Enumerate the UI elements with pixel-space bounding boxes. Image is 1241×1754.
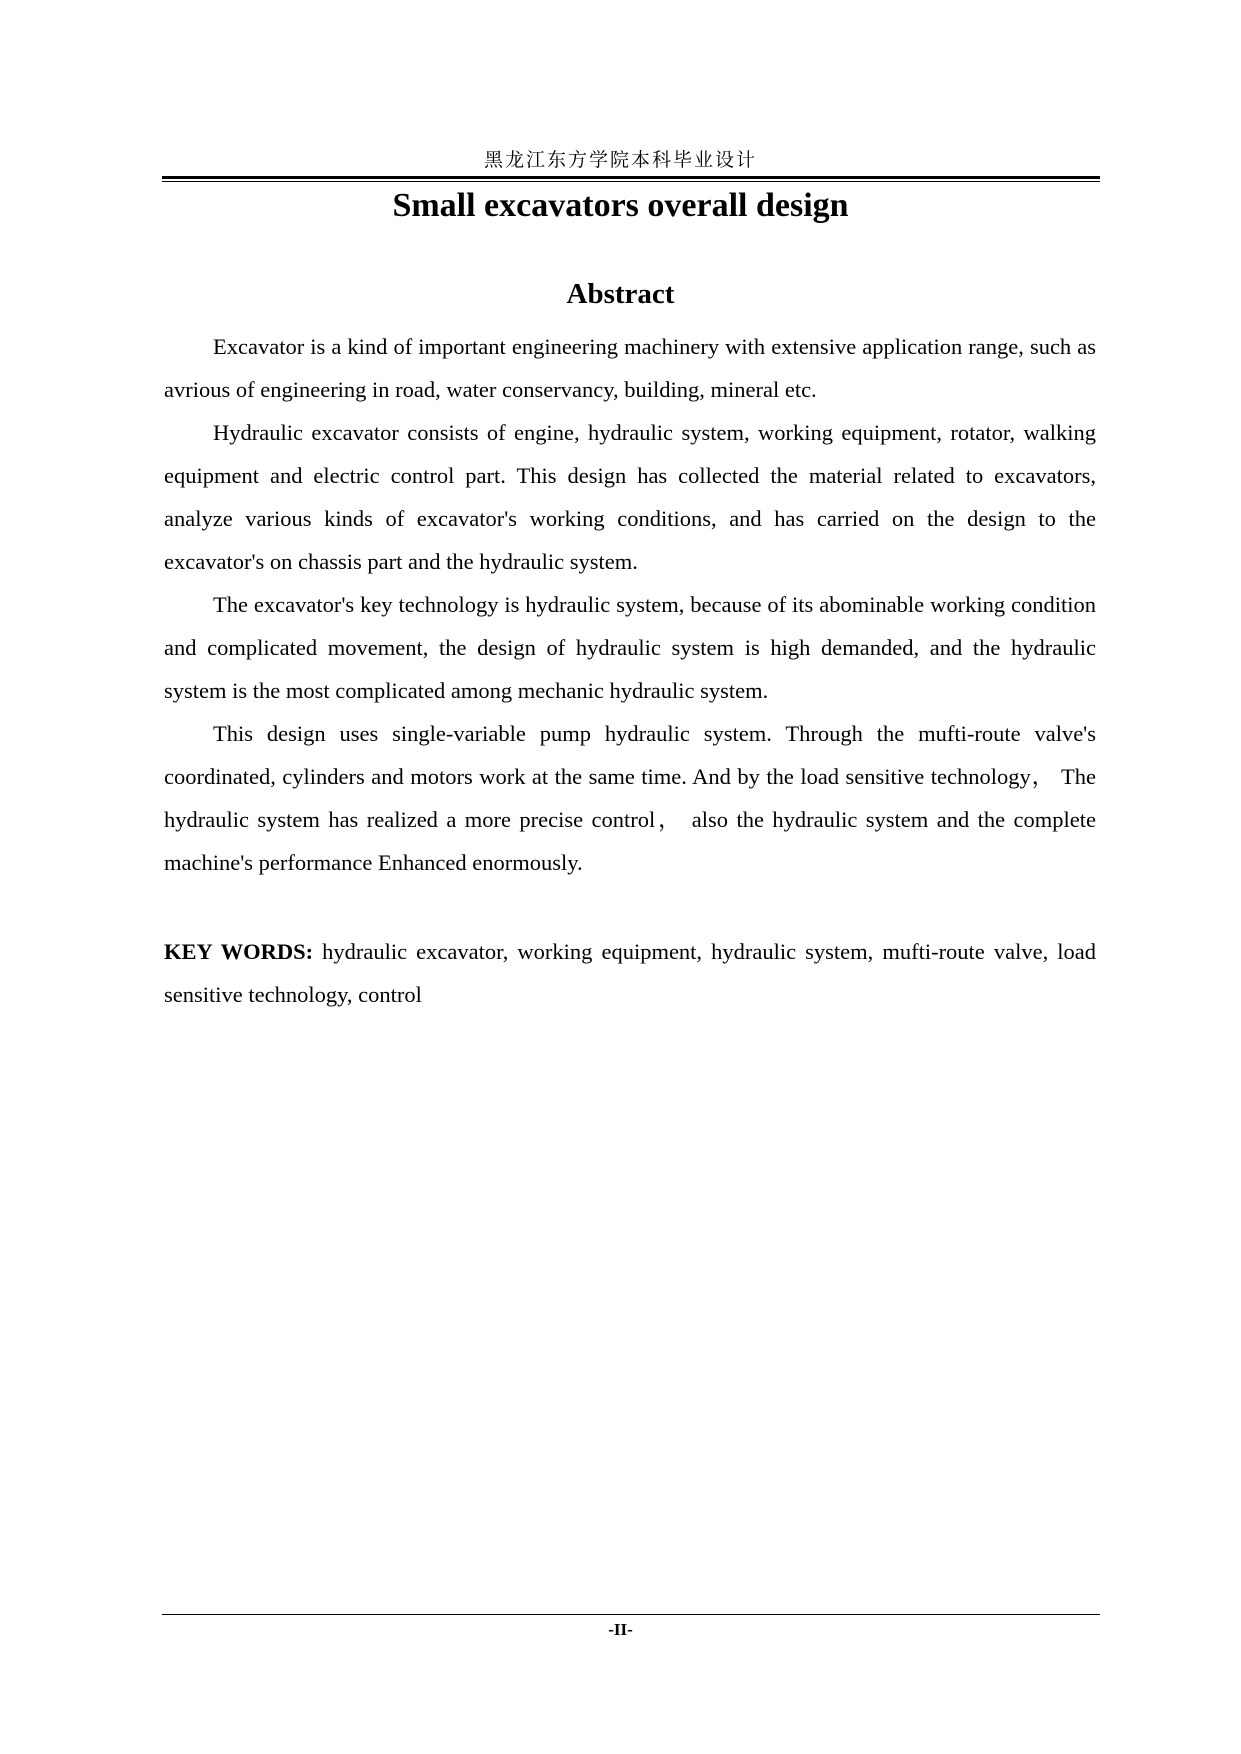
- running-header: 黑龙江东方学院本科毕业设计: [483, 149, 757, 171]
- keywords: [164, 930, 1096, 1016]
- paper-title: Small excavators overall design: [392, 187, 849, 224]
- keywords-label: KEY WORDS:: [164, 939, 314, 964]
- header-rule-thick: [162, 176, 1100, 179]
- page-number: -II-: [608, 1620, 633, 1639]
- abstract-paragraph-4: This design uses single-variable pump hydraulic system. Through the mufti-route valve's coordinated, cylinders and motors work at the same time. And by the load sensitive technology， The hydraulic system has realized a more precise control， also the hydraulic system and the complete machine's performance Enhanced enormously.: [164, 721, 1096, 875]
- abstract-paragraph-1: Excavator is a kind of important engineering machinery with extensive application range, such as avrious of engineering in road, water conservancy, building, mineral etc.: [164, 334, 1096, 402]
- abstract-body: [164, 325, 1096, 884]
- abstract-heading: Abstract: [566, 278, 675, 310]
- header-rule-thin: [162, 181, 1100, 182]
- abstract-paragraph-3: The excavator's key technology is hydraulic system, because of its abominable working condition and complicated movement, the design of hydraulic system is high demanded, and the hydraulic system is the most complicated among mechanic hydraulic system.: [164, 592, 1096, 703]
- abstract-paragraph-2: Hydraulic excavator consists of engine, hydraulic system, working equipment, rotator, walking equipment and electric control part. This design has collected the material related to excavators, analyze various kinds of excavator's working conditions, and has carried on the design to the excavator's on chassis part and the hydraulic system.: [164, 420, 1096, 574]
- footer-rule: [162, 1614, 1100, 1615]
- keywords-text: hydraulic excavator, working equipment, hydraulic system, mufti-route valve, load sensitive technology, control: [164, 939, 1096, 1007]
